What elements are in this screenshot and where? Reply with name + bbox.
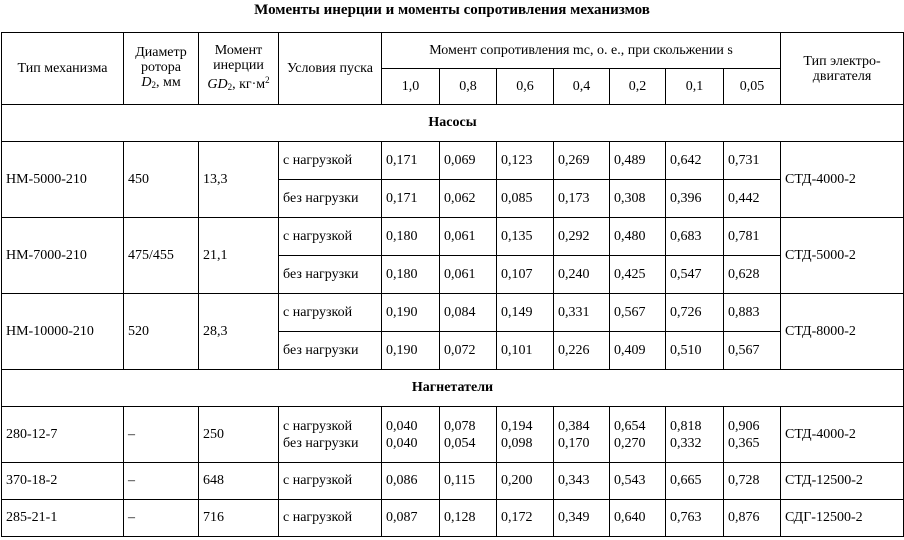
start-condition: с нагрузкой bbox=[279, 500, 382, 537]
header-inertia bbox=[199, 33, 279, 105]
moment-value bbox=[666, 407, 724, 463]
moment-value-line: 0,098 bbox=[501, 435, 533, 451]
moment-value: 0,149 bbox=[497, 294, 554, 332]
rotor-diameter: 520 bbox=[124, 294, 199, 370]
start-condition-line: без нагрузки bbox=[283, 435, 359, 451]
table-row bbox=[2, 463, 904, 500]
rotor-diameter: 450 bbox=[124, 142, 199, 218]
moment-value: 0,665 bbox=[666, 463, 724, 500]
moment-value: 0,085 bbox=[497, 180, 554, 218]
moment-value: 0,567 bbox=[610, 294, 666, 332]
moment-value-line: 0,332 bbox=[670, 435, 702, 451]
header-diameter-unit: , мм bbox=[155, 74, 181, 90]
header-diameter-var: D bbox=[141, 74, 152, 90]
start-condition: без нагрузки bbox=[279, 332, 382, 370]
moment-value: 0,480 bbox=[610, 218, 666, 256]
moment-value bbox=[554, 407, 610, 463]
moment-value: 0,240 bbox=[554, 256, 610, 294]
header-moment bbox=[382, 33, 781, 69]
moment-value: 0,226 bbox=[554, 332, 610, 370]
moment-value bbox=[724, 407, 781, 463]
moment-value: 0,062 bbox=[440, 180, 497, 218]
moment-value-line: 0,054 bbox=[444, 435, 476, 451]
start-condition: с нагрузкой bbox=[279, 142, 382, 180]
moment-value: 0,763 bbox=[666, 500, 724, 537]
moment-value-line: 0,818 bbox=[670, 418, 702, 434]
header-type bbox=[2, 33, 124, 105]
start-condition: без нагрузки bbox=[279, 256, 382, 294]
header-inertia-unit: , кг·м bbox=[232, 76, 266, 92]
inertia-moment: 28,3 bbox=[199, 294, 279, 370]
moment-value bbox=[610, 407, 666, 463]
mechanism-type: НМ-5000-210 bbox=[2, 142, 124, 218]
moment-value: 0,190 bbox=[382, 332, 440, 370]
header-diameter-line1: Диаметр bbox=[135, 44, 187, 60]
slip-header: 0,1 bbox=[666, 69, 724, 105]
rotor-diameter: – bbox=[124, 407, 199, 463]
slip-header: 0,4 bbox=[554, 69, 610, 105]
moment-value: 0,107 bbox=[497, 256, 554, 294]
moment-value: 0,628 bbox=[724, 256, 781, 294]
inertia-moment: 716 bbox=[199, 500, 279, 537]
moment-value-line: 0,906 bbox=[728, 418, 760, 434]
motor-type: СДГ-12500-2 bbox=[781, 500, 904, 537]
mechanism-type: НМ-7000-210 bbox=[2, 218, 124, 294]
moment-value: 0,726 bbox=[666, 294, 724, 332]
header-motor bbox=[781, 33, 904, 105]
moment-value: 0,567 bbox=[724, 332, 781, 370]
moment-value: 0,171 bbox=[382, 142, 440, 180]
moment-value: 0,343 bbox=[554, 463, 610, 500]
moment-value-line: 0,040 bbox=[386, 418, 418, 434]
moment-value: 0,087 bbox=[382, 500, 440, 537]
section-title: Нагнетатели bbox=[2, 370, 904, 407]
moment-value: 0,128 bbox=[440, 500, 497, 537]
inertia-moment: 648 bbox=[199, 463, 279, 500]
moment-value-line: 0,384 bbox=[558, 418, 590, 434]
moment-value bbox=[497, 407, 554, 463]
moment-value: 0,173 bbox=[554, 180, 610, 218]
start-condition: без нагрузки bbox=[279, 180, 382, 218]
moment-value: 0,640 bbox=[610, 500, 666, 537]
moment-value bbox=[382, 407, 440, 463]
header-diameter-sub: 2 bbox=[151, 79, 156, 90]
section-row bbox=[2, 105, 904, 142]
header-motor-line2: двигателя bbox=[812, 68, 872, 84]
moment-value: 0,781 bbox=[724, 218, 781, 256]
slip-header: 0,05 bbox=[724, 69, 781, 105]
slip-header: 0,2 bbox=[610, 69, 666, 105]
header-diameter-line2: ротора bbox=[141, 59, 181, 75]
header-start bbox=[279, 33, 382, 105]
start-condition: с нагрузкой bbox=[279, 463, 382, 500]
rotor-diameter: – bbox=[124, 500, 199, 537]
header-inertia-sup: 2 bbox=[265, 74, 270, 85]
moment-value: 0,543 bbox=[610, 463, 666, 500]
table-row bbox=[2, 218, 904, 256]
motor-type: СТД-12500-2 bbox=[781, 463, 904, 500]
moment-value-line: 0,040 bbox=[386, 435, 418, 451]
inertia-moment: 250 bbox=[199, 407, 279, 463]
header-row-1 bbox=[2, 33, 904, 69]
section-title: Насосы bbox=[2, 105, 904, 142]
moment-value: 0,171 bbox=[382, 180, 440, 218]
moment-value: 0,115 bbox=[440, 463, 497, 500]
start-condition: с нагрузкой bbox=[279, 294, 382, 332]
moment-value-line: 0,654 bbox=[614, 418, 646, 434]
header-start-label: Условия пуска bbox=[287, 61, 373, 76]
moment-value: 0,349 bbox=[554, 500, 610, 537]
moment-value: 0,101 bbox=[497, 332, 554, 370]
moment-value-line: 0,270 bbox=[614, 435, 646, 451]
moment-value: 0,084 bbox=[440, 294, 497, 332]
moment-value: 0,728 bbox=[724, 463, 781, 500]
moment-value-line: 0,078 bbox=[444, 418, 476, 434]
motor-type: СТД-4000-2 bbox=[781, 407, 904, 463]
motor-type: СТД-5000-2 bbox=[781, 218, 904, 294]
moment-value: 0,876 bbox=[724, 500, 781, 537]
table-row bbox=[2, 294, 904, 332]
table-row bbox=[2, 500, 904, 537]
start-condition bbox=[279, 407, 382, 463]
moment-value: 0,409 bbox=[610, 332, 666, 370]
header-inertia-line2: инерции bbox=[213, 57, 264, 73]
header-inertia-sub: 2 bbox=[227, 81, 233, 92]
mechanism-type: 280-12-7 bbox=[2, 407, 124, 463]
rotor-diameter: 475/455 bbox=[124, 218, 199, 294]
moment-value: 0,172 bbox=[497, 500, 554, 537]
moment-value: 0,883 bbox=[724, 294, 781, 332]
moment-value: 0,331 bbox=[554, 294, 610, 332]
header-type-label: Тип механизма bbox=[17, 61, 108, 76]
moment-value: 0,180 bbox=[382, 256, 440, 294]
rotor-diameter: – bbox=[124, 463, 199, 500]
motor-type: СТД-8000-2 bbox=[781, 294, 904, 370]
moment-value: 0,269 bbox=[554, 142, 610, 180]
table-title: Моменты инерции и моменты сопротивления механизмов bbox=[254, 2, 650, 18]
moment-value-line: 0,194 bbox=[501, 418, 533, 434]
mechanism-type: НМ-10000-210 bbox=[2, 294, 124, 370]
moment-value-line: 0,170 bbox=[558, 435, 590, 451]
header-motor-line1: Тип электро- bbox=[803, 53, 881, 69]
inertia-moment: 13,3 bbox=[199, 142, 279, 218]
moment-value: 0,123 bbox=[497, 142, 554, 180]
moment-value: 0,308 bbox=[610, 180, 666, 218]
table-body bbox=[2, 33, 904, 537]
moment-value: 0,510 bbox=[666, 332, 724, 370]
moment-value: 0,442 bbox=[724, 180, 781, 218]
section-row bbox=[2, 370, 904, 407]
moment-value: 0,135 bbox=[497, 218, 554, 256]
slip-header: 0,8 bbox=[440, 69, 497, 105]
header-inertia-var: GD bbox=[207, 76, 228, 92]
moment-value: 0,061 bbox=[440, 256, 497, 294]
header-inertia-line1: Момент bbox=[214, 42, 263, 58]
moment-value: 0,086 bbox=[382, 463, 440, 500]
header-diameter bbox=[124, 33, 199, 105]
header-moment-label: Момент сопротивления mc, о. е., при скольжении s bbox=[429, 43, 733, 58]
moment-value bbox=[440, 407, 497, 463]
table-row bbox=[2, 407, 904, 463]
moment-value: 0,396 bbox=[666, 180, 724, 218]
moment-value: 0,489 bbox=[610, 142, 666, 180]
table-row bbox=[2, 142, 904, 180]
moment-value: 0,069 bbox=[440, 142, 497, 180]
moment-value: 0,190 bbox=[382, 294, 440, 332]
moment-value: 0,061 bbox=[440, 218, 497, 256]
moment-value: 0,547 bbox=[666, 256, 724, 294]
slip-header: 0,6 bbox=[497, 69, 554, 105]
moment-value: 0,180 bbox=[382, 218, 440, 256]
moment-value: 0,642 bbox=[666, 142, 724, 180]
mechanism-type: 370-18-2 bbox=[2, 463, 124, 500]
slip-header: 1,0 bbox=[382, 69, 440, 105]
motor-type: СТД-4000-2 bbox=[781, 142, 904, 218]
inertia-moment: 21,1 bbox=[199, 218, 279, 294]
moment-value-line: 0,365 bbox=[728, 435, 760, 451]
moment-value: 0,425 bbox=[610, 256, 666, 294]
start-condition-line: с нагрузкой bbox=[283, 418, 353, 434]
start-condition: с нагрузкой bbox=[279, 218, 382, 256]
moment-value: 0,292 bbox=[554, 218, 610, 256]
moment-value: 0,072 bbox=[440, 332, 497, 370]
mechanisms-table bbox=[1, 32, 904, 537]
moment-value: 0,683 bbox=[666, 218, 724, 256]
mechanism-type: 285-21-1 bbox=[2, 500, 124, 537]
moment-value: 0,200 bbox=[497, 463, 554, 500]
moment-value: 0,731 bbox=[724, 142, 781, 180]
